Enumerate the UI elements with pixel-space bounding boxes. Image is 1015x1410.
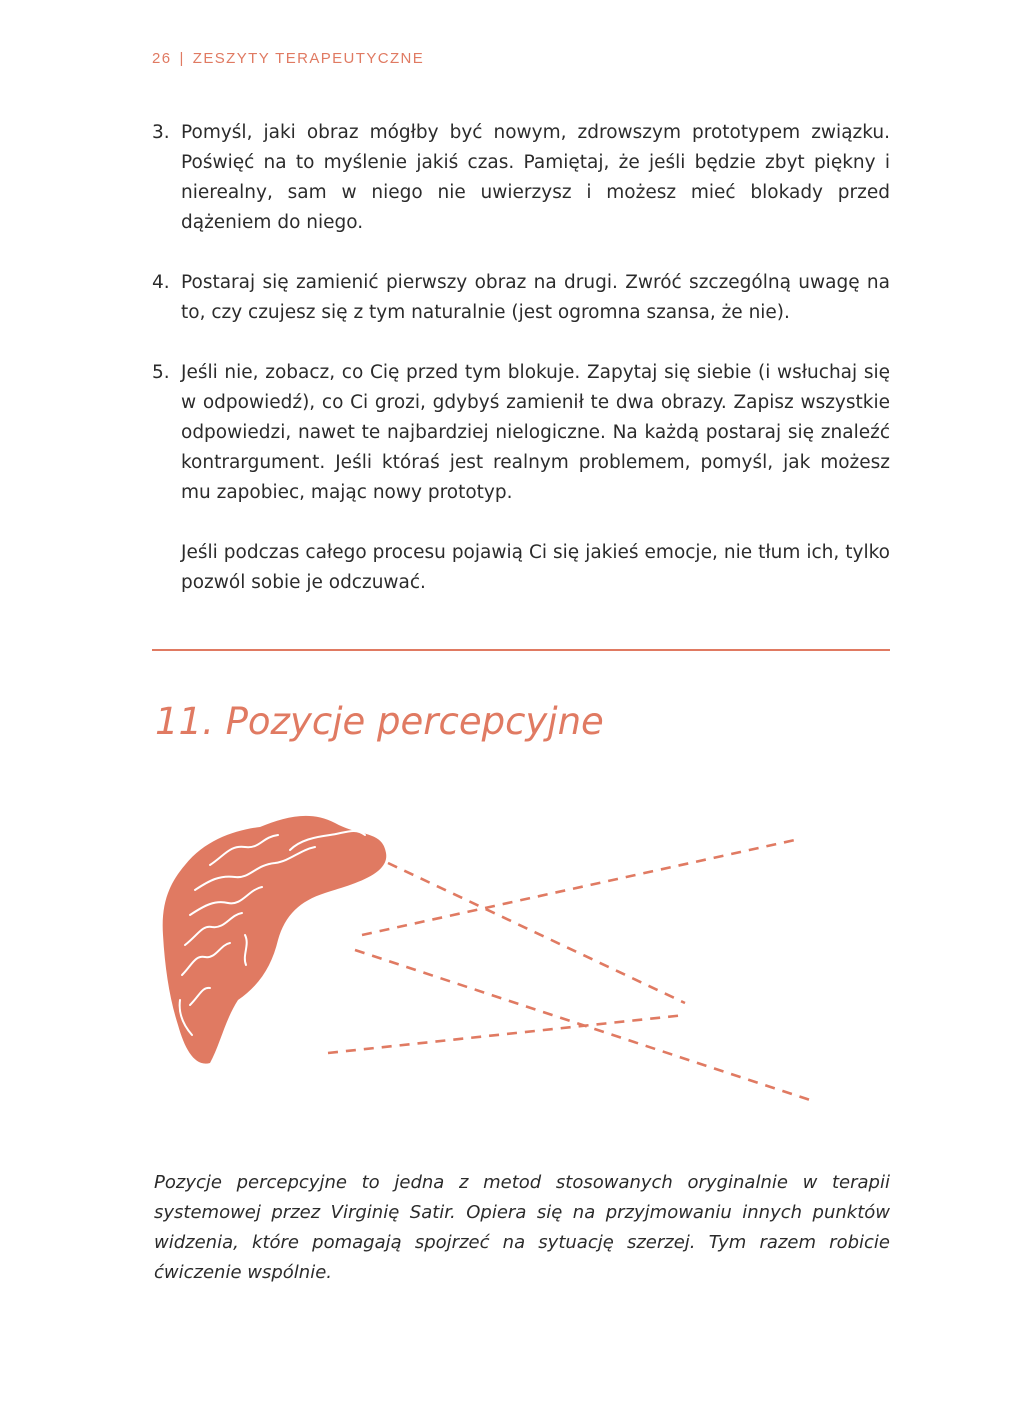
- list-item-number: 5.: [152, 362, 170, 383]
- list-item-text: Pomyśl, jaki obraz mógłby być nowym, zdrowszym prototypem związku. Poświęć na to myślenie jakiś czas. Pamiętaj, że jeśli będzie zbyt piękny i nierealny, sam w niego nie uwierzysz i możesz mieć blokady przed dążeniem do niego.: [181, 122, 890, 233]
- list-item-text: Postaraj się zamienić pierwszy obraz na drugi. Zwróć szczególną uwagę na to, czy czujesz się z tym naturalnie (jest ogromna szansa, że nie).: [181, 272, 890, 323]
- closing-paragraph: Jeśli podczas całego procesu pojawią Ci się jakieś emocje, nie tłum ich, tylko pozwól sobie je odczuwać.: [181, 542, 890, 593]
- header-separator: |: [179, 50, 185, 67]
- list-item: [152, 268, 890, 328]
- perception-illustration: [150, 805, 830, 1115]
- section-divider: [152, 649, 890, 651]
- list-item: [152, 118, 890, 238]
- list-item-number: 3.: [152, 122, 170, 143]
- list-item: [152, 358, 890, 508]
- section-title: 11. Pozycje percepcyjne: [155, 700, 604, 743]
- list-item-number: 4.: [152, 272, 170, 293]
- book-title: ZESZYTY TERAPEUTYCZNE: [192, 50, 425, 67]
- list-item-text: Jeśli nie, zobacz, co Cię przed tym blokuje. Zapytaj się siebie (i wsłuchaj się w odpowiedź), co Ci grozi, gdybyś zamienił te dwa obrazy. Zapisz wszystkie odpowiedzi, nawet te najbardziej nielogiczne. Na każdą postaraj się znaleźć kontrargument. Jeśli któraś jest realnym problemem, pomyśl, jak możesz mu zapobiec, mając nowy prototyp.: [181, 362, 890, 503]
- exercise-steps: [152, 118, 890, 598]
- page-number: 26: [152, 50, 172, 67]
- section-intro-caption: Pozycje percepcyjne to jedna z metod stosowanych oryginalnie w terapii systemowej przez Virginię Satir. Opiera się na przyjmowaniu innych punktów widzenia, które pomagają spojrzeć na sytuację szerzej. Tym razem robicie ćwiczenie wspólnie.: [154, 1172, 890, 1283]
- dashed-sight-lines: [328, 840, 810, 1100]
- running-header: [152, 50, 424, 67]
- organic-blob-shape: [163, 816, 387, 1064]
